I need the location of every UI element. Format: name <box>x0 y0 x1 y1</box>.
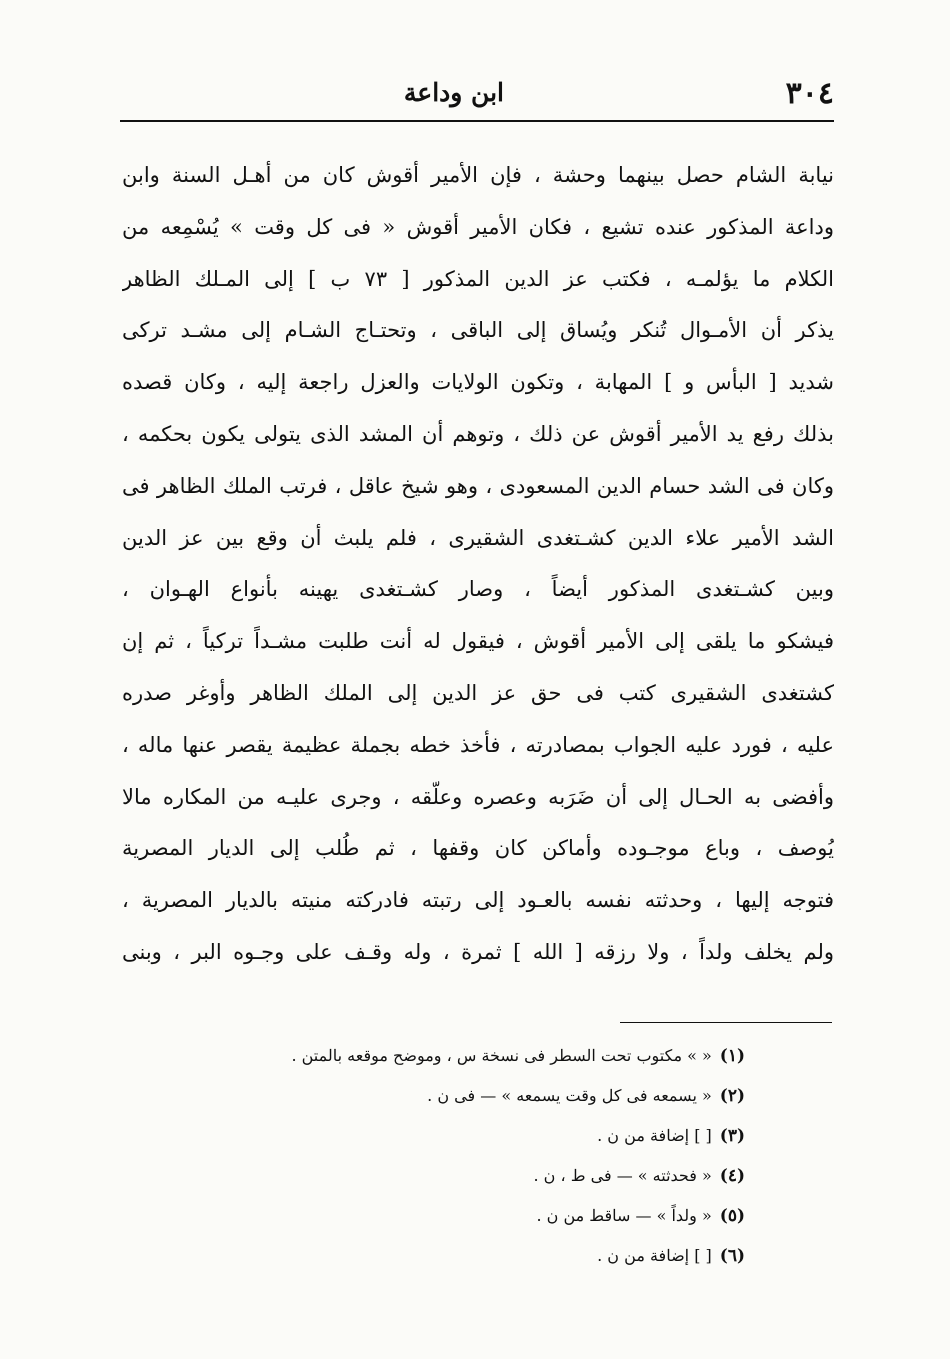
body-text <box>122 150 834 979</box>
footnote-text: « » مكتوب تحت السطر فى نسخة س ، وموضح موقعه بالمتن . <box>291 1046 712 1065</box>
running-head <box>118 72 834 118</box>
footnote <box>185 1036 745 1076</box>
footnote-rule <box>620 1022 832 1023</box>
footnote-number: (١) <box>719 1046 745 1066</box>
footnote <box>185 1116 745 1156</box>
text-line: فيشكو ما يلقى إلى الأمير أقوش ، فيقول له أنت طلبت مشـداً تركياً ، ثم إن <box>122 629 834 654</box>
footnote-number: (٤) <box>719 1166 745 1186</box>
text-line: ولم يخلف ولداً ، ولا رزقه [ الله ] ثمرة ، وله وقـف على وجـوه البر ، وبنى <box>122 939 834 964</box>
text-line: فتوجه إليها ، وحدثته نفسه بالعـود إلى رتبته فادركته منيته بالديار المصرية ، <box>122 888 834 913</box>
text-line: الشد الأمير علاء الدين كشـتغدى الشقيرى ، فلم يلبث أن وقع بين عز الدين <box>122 525 834 550</box>
footnote-number: (٥) <box>719 1206 745 1226</box>
text-line: وبين كشـتغدى المذكور أيضاً ، وصار كشـتغدى يهينه بأنواع الهـوان ، <box>122 577 834 602</box>
text-line: نيابة الشام حصل بينهما وحشة ، فإن الأمير أقوش كان من أهـل السنة وابن <box>122 163 834 187</box>
text-line: وكان فى الشد حسام الدين المسعودى ، وهو شيخ عاقل ، فرتب الملك الظاهر فى <box>122 473 834 498</box>
header-title: ابن وداعة <box>403 78 504 107</box>
footnote <box>185 1196 745 1236</box>
text-line: وداعة المذكور عنده تشيع ، فكان الأمير أقوش « فى كل وقت » يُسْمِعه من <box>122 214 834 239</box>
footnote <box>185 1076 745 1116</box>
footnote-text: « ولداً » — ساقط من ن . <box>536 1206 712 1225</box>
footnote-number: (٣) <box>719 1126 745 1146</box>
footnote-text: [ ] إضافة من ن . <box>597 1126 712 1145</box>
footnotes <box>185 1036 745 1276</box>
footnote-number: (٦) <box>719 1246 745 1266</box>
text-line: الكلام ما يؤلمـه ، فكتب عز الدين المذكور [ ٧٣ ب ] إلى المـلك الظاهر <box>122 266 834 291</box>
text-line: يذكر أن الأمـوال تُنكر ويُساق إلى الباقى ، وتحتـاج الشـام إلى مشـد تركى <box>122 318 834 343</box>
text-line: يُوصف ، وباع موجـوده وأماكن كان وقفها ، ثم طُلب إلى الديار المصرية <box>122 836 834 861</box>
footnote <box>185 1236 745 1276</box>
text-line: شديد [ البأس و ] المهابة ، وتكون الولايات والعزل راجعة إليه ، وكان قصده <box>122 370 834 395</box>
page-number: ٣٠٤ <box>785 76 834 111</box>
footnote-text: [ ] إضافة من ن . <box>597 1246 712 1265</box>
footnote-number: (٢) <box>719 1086 745 1106</box>
text-line: عليه ، فورد عليه الجواب بمصادرته ، فأخذ خطه بجملة عظيمة يقصر عنها ماله ، <box>122 732 834 757</box>
footnote-text: « يسمعه فى كل وقت يسمعه » — فى ن . <box>427 1086 712 1105</box>
footnote-text: « فحدثته » — فى ط ، ن . <box>533 1166 712 1185</box>
footnote <box>185 1156 745 1196</box>
text-line: كشتغدى الشقيرى كتب فى حق عز الدين إلى الملك الظاهر وأوغر صدره <box>122 680 834 705</box>
header-rule <box>120 120 834 122</box>
text-line: وأفضى به الحـال إلى أن ضَرَبه وعصره وعلّقه ، وجرى عليـه من المكاره مالا <box>122 784 834 809</box>
text-line: بذلك رفع يد الأمير أقوش عن ذلك ، وتوهم أن المشد الذى يتولى يكون بحكمه ، <box>122 421 834 446</box>
